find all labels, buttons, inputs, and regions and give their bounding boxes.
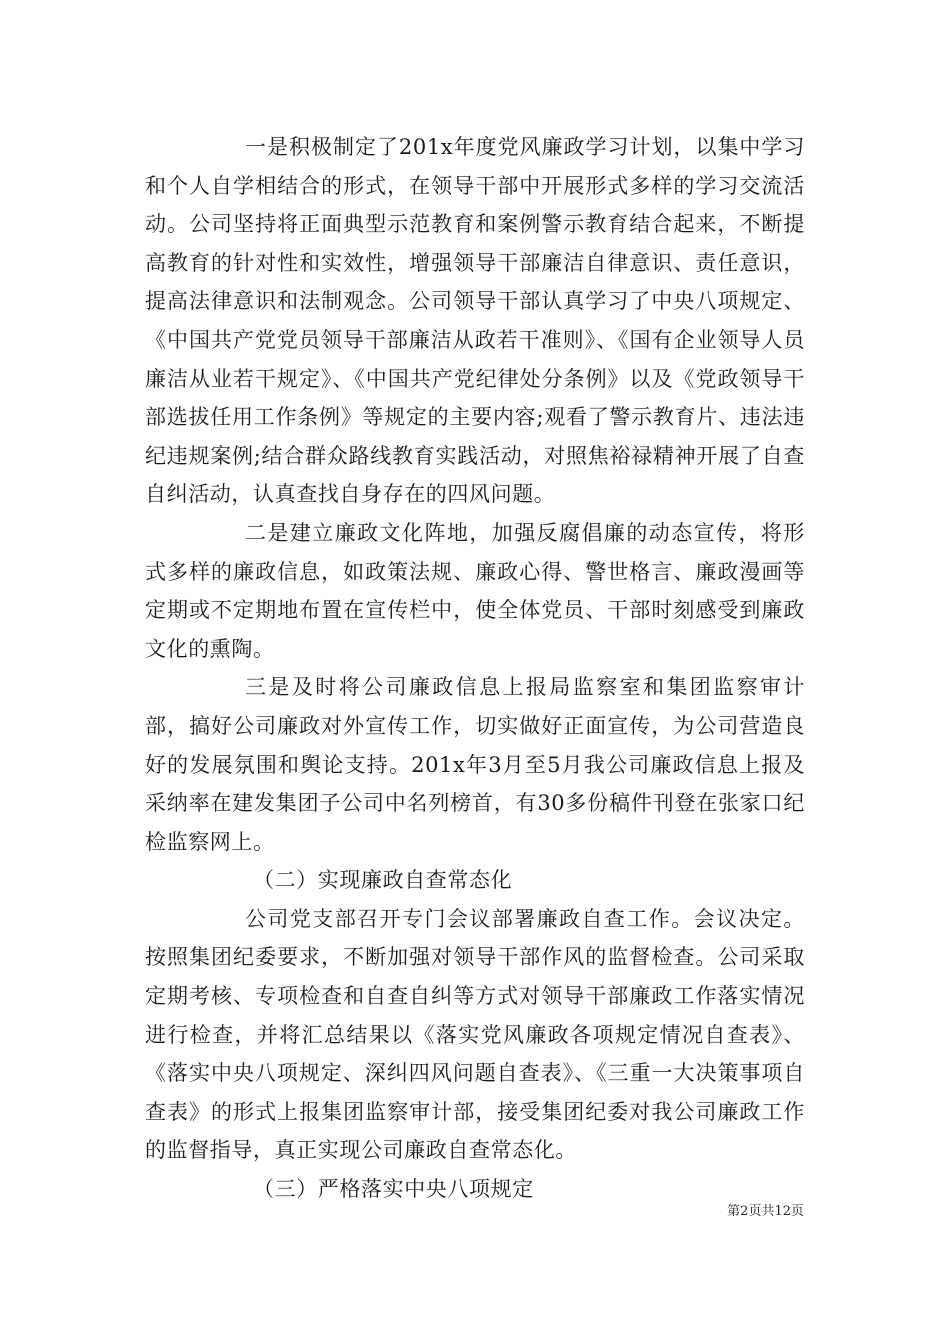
paragraph-information-reporting: 三是及时将公司廉政信息上报局监察室和集团监察审计部，搞好公司廉政对外宣传工作，切实做好正面宣传，为公司营造良好的发展氛围和舆论支持。201x年3月至5月我公司廉政信息上报及采纳率在建发集团子公司中名列榜首，有30多份稿件刊登在张家口纪检监察网上。	[145, 675, 805, 854]
section-heading-eight-rules: （三）严格落实中央八项规定	[253, 1177, 534, 1202]
paragraph-culture-position: 二是建立廉政文化阵地，加强反腐倡廉的动态宣传，将形式多样的廉政信息，如政策法规、廉政心得、警世格言、廉政漫画等定期或不定期地布置在宣传栏中，使全体党员、干部时刻感受到廉政文化的熏陶。	[145, 520, 805, 661]
paragraph-study-plan: 一是积极制定了201x年度党风廉政学习计划，以集中学习和个人自学相结合的形式，在领导干部中开展形式多样的学习交流活动。公司坚持将正面典型示范教育和案例警示教育结合起来，不断提高教育的针对性和实效性，增强领导干部廉洁自律意识、责任意识，提高法律意识和法制观念。公司领导干部认真学习了中央八项规定、《中国共产党党员领导干部廉洁从政若干准则》、《国有企业领导人员廉洁从业若干规定》、《中国共产党纪律处分条例》以及《党政领导干部选拔任用工作条例》等规定的主要内容;观看了警示教育片、违法违纪违规案例;结合群众路线教育实践活动，对照焦裕禄精神开展了自查自纠活动，认真查找自身存在的四风问题。	[145, 135, 805, 507]
paragraph-self-inspection: 公司党支部召开专门会议部署廉政自查工作。会议决定。按照集团纪委要求，不断加强对领导干部作风的监督检查。公司采取定期考核、专项检查和自查自纠等方式对领导干部廉政工作落实情况进行检查，并将汇总结果以《落实党风廉政各项规定情况自查表》、《落实中央八项规定、深纠四风问题自查表》、《三重一大决策事项自查表》的形式上报集团监察审计部，接受集团纪委对我公司廉政工作的监督指导，真正实现公司廉政自查常态化。	[145, 906, 805, 1163]
document-body	[145, 128, 805, 1209]
section-heading-self-inspection: （二）实现廉政自查常态化	[253, 868, 513, 893]
page-number-footer: 第2页共12页	[727, 1204, 804, 1219]
